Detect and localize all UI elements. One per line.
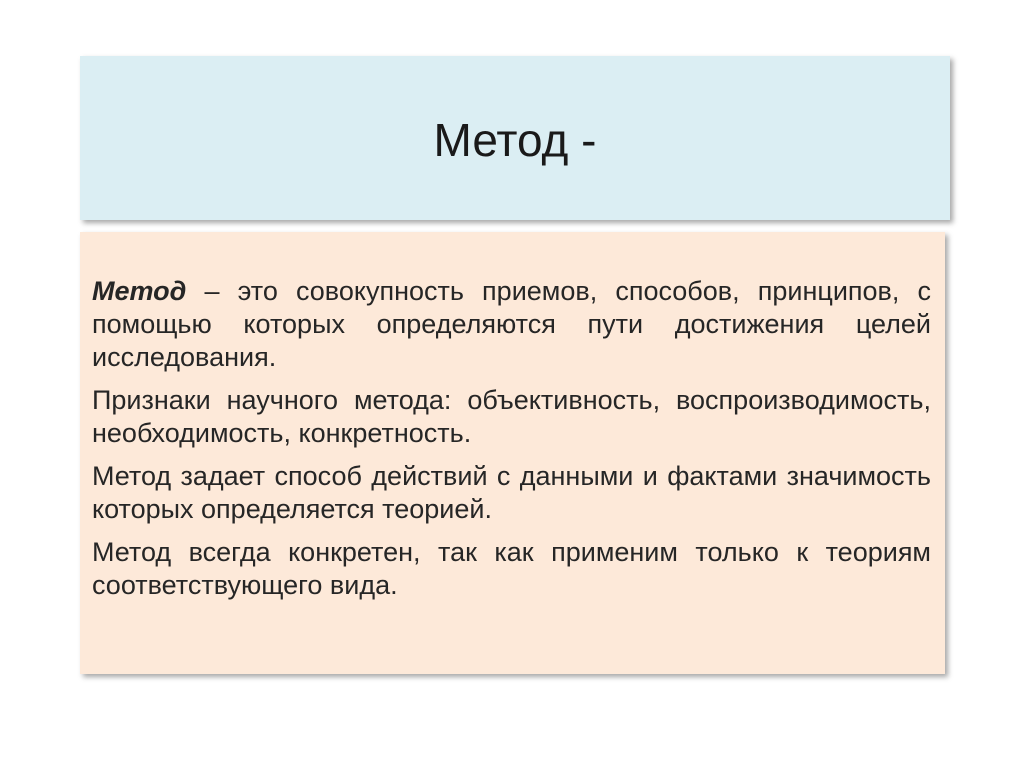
- paragraph-method-action: Метод задает способ действий с данными и фактами значимость которых определяется теорией.: [92, 461, 931, 524]
- paragraph-method-concrete: Метод всегда конкретен, так как применим только к теориям соответствующего вида.: [92, 537, 931, 600]
- defined-term: Метод: [92, 276, 187, 306]
- slide-title-box: [80, 56, 950, 220]
- paragraph-features: Признаки научного метода: объективность, воспроизводимость, необходимость, конкретность.: [92, 385, 931, 448]
- slide-content-box: [80, 232, 945, 674]
- paragraph-definition: [92, 275, 931, 374]
- slide-title: Метод -: [433, 114, 597, 166]
- definition-text: – это совокупность приемов, способов, принципов, с помощью которых определяются пути достижения целей исследования.: [92, 276, 931, 372]
